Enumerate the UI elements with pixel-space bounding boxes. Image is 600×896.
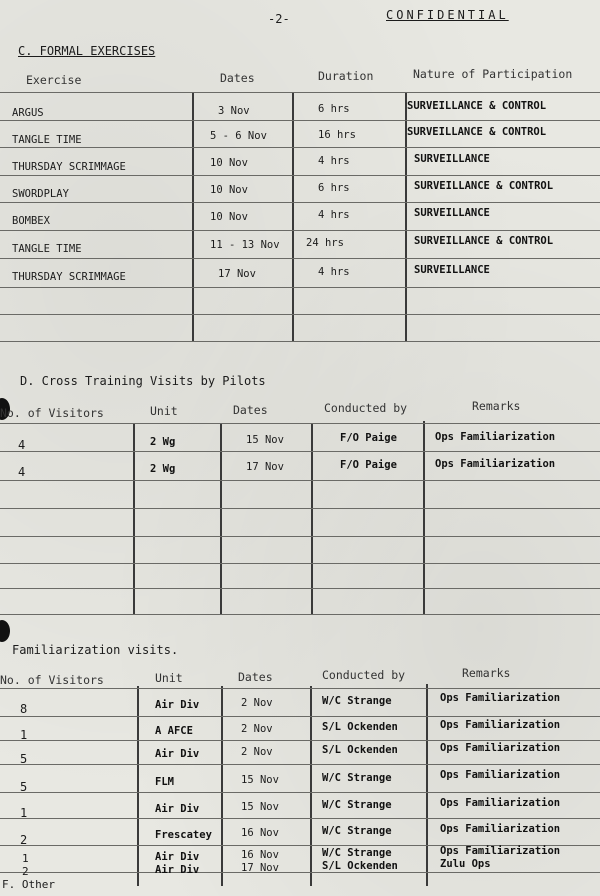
exercise-duration: 4 hrs (318, 266, 350, 278)
conducted-by: S/L Ockenden (322, 744, 398, 756)
conducted-by: W/C Strange (322, 799, 392, 811)
conducted-by: F/O Paige (340, 459, 397, 471)
table-rule (0, 147, 600, 148)
visitor-unit: Air Div (155, 864, 200, 876)
table-rule (0, 480, 600, 481)
visit-remarks: Zulu Ops (440, 858, 491, 870)
exercise-duration: 16 hrs (318, 129, 356, 141)
table-rule (0, 230, 600, 231)
visit-date: 2 Nov (241, 697, 273, 709)
visitor-count: 1 (20, 728, 28, 742)
table-rule (0, 508, 600, 509)
table-rule (426, 684, 428, 886)
table-rule (0, 341, 600, 342)
table-rule (0, 202, 600, 203)
classification-marking: CONFIDENTIAL (386, 8, 509, 22)
col-header-visitors: No. of Visitors (0, 406, 104, 420)
visit-date: 15 Nov (241, 801, 279, 813)
conducted-by: F/O Paige (340, 432, 397, 444)
section-c-title: C. FORMAL EXERCISES (18, 44, 156, 58)
visitor-unit: Air Div (155, 748, 200, 760)
table-rule (0, 716, 600, 717)
exercise-name: SWORDPLAY (12, 188, 69, 200)
visitor-count: 5 (20, 752, 28, 766)
col-header-unit: Unit (150, 404, 178, 418)
col-header-dates: Dates (220, 71, 255, 85)
table-rule (0, 423, 600, 424)
exercise-duration: 6 hrs (318, 182, 350, 194)
col-header-remarks: Remarks (462, 666, 511, 680)
col-header-conducted: Conducted by (322, 668, 406, 682)
visitor-count: 2 (20, 833, 28, 847)
punch-hole (0, 620, 10, 642)
exercise-name: TANGLE TIME (12, 243, 82, 255)
exercise-dates: 5 - 6 Nov (210, 130, 267, 142)
table-rule (0, 451, 600, 452)
visit-date: 2 Nov (241, 746, 273, 758)
visitor-unit: Air Div (155, 851, 200, 863)
exercise-duration: 6 hrs (318, 103, 350, 115)
table-rule (0, 818, 600, 819)
conducted-by: S/L Ockenden (322, 721, 398, 733)
table-rule (0, 872, 600, 873)
visit-remarks: Ops Familiarization (440, 742, 561, 754)
section-f-title: F. Other (2, 878, 55, 891)
table-rule (192, 92, 194, 342)
col-header-duration: Duration (318, 69, 374, 83)
exercise-dates: 10 Nov (210, 211, 248, 223)
visitor-unit: Air Div (155, 699, 200, 711)
visitor-count: 8 (20, 702, 28, 716)
col-header-participation: Nature of Participation (413, 67, 573, 81)
table-rule (0, 258, 600, 259)
table-rule (0, 175, 600, 176)
table-rule (0, 92, 600, 93)
exercise-name: THURSDAY SCRIMMAGE (12, 161, 126, 173)
exercise-participation: SURVEILLANCE (414, 264, 490, 276)
visitor-count: 5 (20, 780, 28, 794)
visit-remarks: Ops Familiarization (440, 692, 561, 704)
col-header-conducted: Conducted by (324, 401, 408, 415)
visitor-count: 4 (18, 438, 26, 452)
table-rule (0, 563, 600, 564)
section-d-title: D. Cross Training Visits by Pilots (20, 374, 266, 388)
col-header-unit: Unit (155, 671, 183, 685)
visitor-count: 4 (18, 465, 26, 479)
table-rule (0, 536, 600, 537)
table-rule (0, 287, 600, 288)
visit-date: 15 Nov (241, 774, 279, 786)
table-rule (0, 688, 600, 689)
visit-date: 16 Nov (241, 849, 279, 861)
visitor-count: 1 (20, 806, 28, 820)
exercise-duration: 4 hrs (318, 155, 350, 167)
exercise-dates: 10 Nov (210, 157, 248, 169)
visitor-unit: 2 Wg (150, 463, 176, 475)
exercise-participation: SURVEILLANCE (414, 153, 490, 165)
table-rule (0, 740, 600, 741)
conducted-by: W/C Strange (322, 772, 392, 784)
table-rule (292, 92, 294, 342)
visitor-unit: Air Div (155, 803, 200, 815)
visit-remarks: Ops Familiarization (435, 458, 556, 470)
visit-date: 15 Nov (246, 434, 284, 446)
exercise-participation: SURVEILLANCE & CONTROL (414, 235, 554, 247)
visit-date: 17 Nov (241, 862, 279, 874)
exercise-participation: SURVEILLANCE & CONTROL (407, 100, 547, 112)
col-header-remarks: Remarks (472, 399, 521, 413)
visit-date: 17 Nov (246, 461, 284, 473)
exercise-dates: 10 Nov (210, 184, 248, 196)
visitor-unit: Frescatey (155, 829, 212, 841)
visitor-unit: A AFCE (155, 725, 193, 737)
col-header-exercise: Exercise (26, 73, 82, 87)
conducted-by: S/L Ockenden (322, 860, 398, 872)
exercise-dates: 17 Nov (218, 268, 256, 280)
exercise-name: TANGLE TIME (12, 134, 82, 146)
table-rule (0, 792, 600, 793)
visitor-unit: FLM (155, 776, 174, 788)
table-rule (0, 120, 600, 121)
section-e-title: Familiarization visits. (12, 643, 179, 657)
exercise-dates: 11 - 13 Nov (210, 239, 280, 251)
exercise-duration: 24 hrs (306, 237, 344, 249)
visit-date: 16 Nov (241, 827, 279, 839)
exercise-dates: 3 Nov (218, 105, 250, 117)
exercise-name: BOMBEX (12, 215, 50, 227)
visit-date: 2 Nov (241, 723, 273, 735)
exercise-participation: SURVEILLANCE & CONTROL (414, 180, 554, 192)
page-number: -2- (268, 12, 290, 26)
exercise-name: THURSDAY SCRIMMAGE (12, 271, 126, 283)
visitor-count: 2 (22, 865, 29, 878)
visit-remarks: Ops Familiarization (440, 797, 561, 809)
visit-remarks: Ops Familiarization (435, 431, 556, 443)
exercise-participation: SURVEILLANCE (414, 207, 490, 219)
table-rule (0, 588, 600, 589)
table-rule (0, 614, 600, 615)
conducted-by: W/C Strange (322, 825, 392, 837)
col-header-dates: Dates (233, 403, 268, 417)
exercise-name: ARGUS (12, 107, 44, 119)
conducted-by: W/C Strange (322, 695, 392, 707)
table-rule (0, 314, 600, 315)
col-header-dates: Dates (238, 670, 273, 684)
visit-remarks: Ops Familiarization (440, 823, 561, 835)
conducted-by: W/C Strange (322, 847, 392, 859)
table-rule (0, 764, 600, 765)
col-header-visitors: No. of Visitors (0, 673, 104, 687)
visitor-unit: 2 Wg (150, 436, 176, 448)
visit-remarks: Ops Familiarization (440, 719, 561, 731)
exercise-duration: 4 hrs (318, 209, 350, 221)
visitor-count: 1 (22, 852, 29, 865)
visit-remarks: Ops Familiarization (440, 769, 561, 781)
exercise-participation: SURVEILLANCE & CONTROL (407, 126, 547, 138)
visit-remarks: Ops Familiarization (440, 845, 561, 857)
